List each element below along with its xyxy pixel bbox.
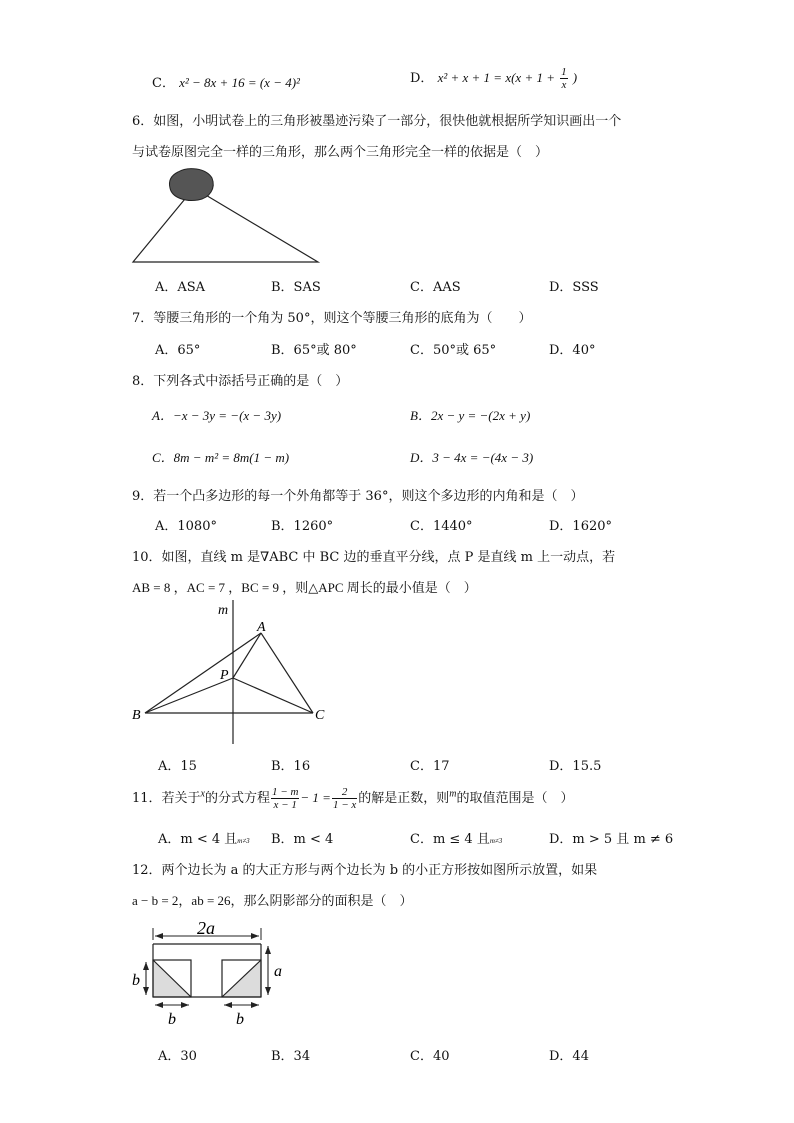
q5-option-d-expr: x² + x + 1 = x(x + 1 + [437,70,555,85]
q12-dim-a-arrow-bottom [265,987,271,995]
q11-option-b: B．m < 4 [271,832,334,847]
q10-label-c: C [315,708,325,723]
q9-option-a: A．1080° [155,519,217,534]
q11-stem-post1: 的解是正数，则 [358,791,450,806]
q11-minus-one: − 1 = [300,790,331,805]
q7-option-c: C．50°或 65° [410,343,497,358]
q12-label-b-left: b [132,972,140,989]
q11-stem-pre: 11．若关于 [132,791,201,806]
q11-f1-num: 1 − m [272,786,299,798]
q11-var-x: x [200,788,205,800]
q6-stem-line2: 与试卷原图完全一样的三角形，那么两个三角形完全一样的依据是（ ） [132,145,549,160]
q5-option-c-expr: x² − 8x + 16 = (x − 4)² [179,75,300,90]
q7-option-b: B．65°或 80° [271,343,357,358]
q12-label-2a: 2a [197,918,215,938]
q10-option-a: A．15 [158,759,197,774]
q5-option-d-label: D． [410,71,434,86]
q11-option-d: D．m > 5 且 m ≠ 6 [549,832,674,847]
q5-option-d-close: ) [572,70,578,85]
q12-dim-b-left-arrow-bottom [143,987,149,995]
q10-label-a: A [257,620,266,635]
q12-option-a: A．30 [158,1049,197,1064]
q11-option-c-main: C．m ≤ 4 且 [410,832,490,847]
q12-dim-b-left-arrow-top [143,962,149,970]
q12-label-a: a [274,963,282,980]
q12-stem-line2: a − b = 2，ab = 26，那么阴影部分的面积是（ ） [132,893,413,908]
q10-stem-line1: 10．如图，直线 m 是∇ABC 中 BC 边的垂直平分线，点 P 是直线 m 上一动点，若 [132,550,616,565]
q12-dim-b2-arrow-right [251,1002,259,1008]
q5-frac-num: 1 [561,66,567,78]
q11-option-c-small: m≠3 [489,837,503,845]
q12-option-b: B．34 [271,1049,311,1064]
q8-option-c: C．8m − m² = 8m(1 − m) [152,450,290,465]
q7-option-d: D．40° [549,343,596,358]
q12-dim-b2-arrow-left [224,1002,232,1008]
q10-option-d: D．15.5 [549,759,602,774]
q10-label-b: B [132,708,141,723]
q8-option-d: D．3 − 4x = −(4x − 3) [410,450,534,465]
q12-dim-b1-arrow-left [155,1002,163,1008]
q9-option-d: D．1620° [549,519,613,534]
q12-label-b2: b [236,1011,244,1028]
q12-dim-2a-arrow-right [251,933,259,939]
q6-stem-line1: 6．如图，小明试卷上的三角形被墨迹污染了一部分，很快他就根据所学知识画出一个 [132,114,622,129]
q11-f1-den: x − 1 [273,799,297,811]
q10-label-m: m [218,603,229,618]
q6-option-c: C．AAS [410,280,461,295]
q5-option-c-label: C． [152,76,175,91]
q12-dim-b1-arrow-right [181,1002,189,1008]
q11-option-a-main: A．m < 4 且 [158,832,238,847]
q12-dim-a-arrow-top [265,946,271,954]
q11-var-m: m [449,788,457,800]
q8-stem: 8．下列各式中添括号正确的是（ ） [132,374,349,389]
q12-label-b1: b [168,1011,176,1028]
q11-option-a-small: m≠3 [237,837,250,845]
q7-stem: 7．等腰三角形的一个角为 50°，则这个等腰三角形的底角为（ ） [132,311,532,326]
q11-stem-mid: 的分式方程 [205,791,271,806]
q5-frac-den: x [561,79,567,91]
q12-dim-2a-arrow-left [155,933,163,939]
q9-option-c: C．1440° [410,519,473,534]
q11-f2-den: 1 − x [332,799,357,811]
q10-option-c: C．17 [410,759,450,774]
q7-option-a: A．65° [155,343,201,358]
q11-f2-num: 2 [332,786,357,799]
q6-option-b: B．SAS [271,280,321,295]
q10-label-p: P [220,668,229,683]
q6-option-d: D．SSS [549,280,599,295]
q10-option-b: B．16 [271,759,311,774]
q8-option-b: B．2x − y = −(2x + y) [410,408,531,423]
q10-stem-line2: AB = 8 ，AC = 7 ，BC = 9 ，则△APC 周长的最小值是（ ） [132,580,477,595]
q12-option-c: C．40 [410,1049,450,1064]
q6-option-a: A．ASA [155,280,206,295]
q8-option-a: A．−x − 3y = −(x − 3y) [152,408,282,423]
q11-stem-post2: 的取值范围是（ ） [456,791,574,806]
q12-stem-line1: 12．两个边长为 a 的大正方形与两个边长为 b 的小正方形按如图所示放置，如果 [132,863,598,878]
q12-option-d: D．44 [549,1049,589,1064]
q9-option-b: B．1260° [271,519,334,534]
q9-stem: 9．若一个凸多边形的每一个外角都等于 36°，则这个多边形的内角和是（ ） [132,489,584,504]
